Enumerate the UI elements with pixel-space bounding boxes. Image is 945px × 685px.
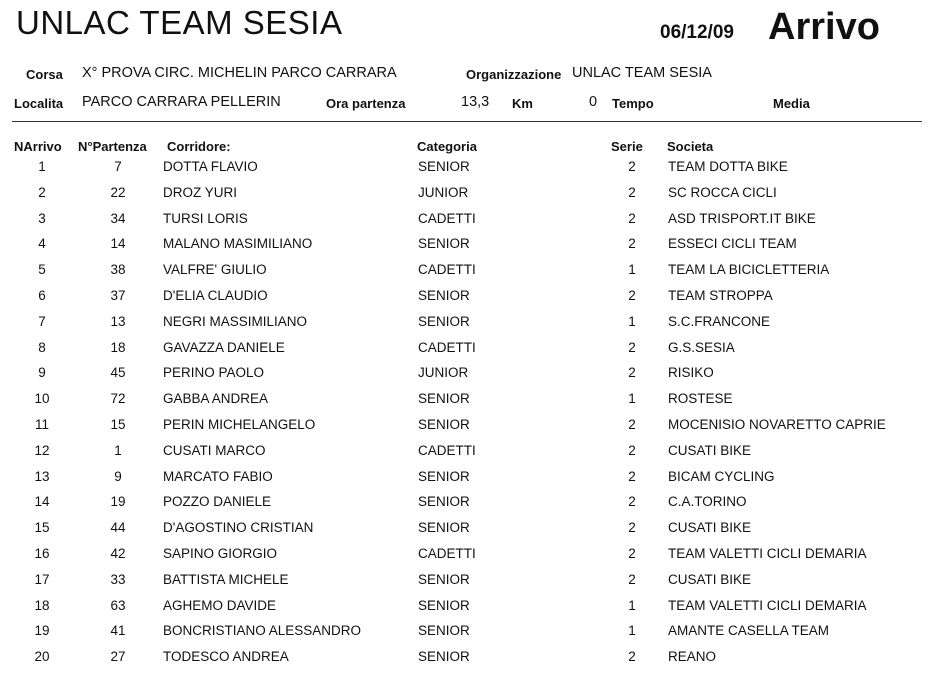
serie-cell: 2 <box>628 287 636 303</box>
table-row <box>0 183 945 209</box>
col-header-serie: Serie <box>611 139 643 154</box>
corridore-cell: DOTTA FLAVIO <box>163 159 258 174</box>
localita-value: PARCO CARRARA PELLERIN <box>82 94 281 110</box>
partenza-cell: 19 <box>110 494 126 510</box>
arrivo-cell: 7 <box>38 313 46 329</box>
arrivo-cell: 1 <box>38 159 46 174</box>
arrivo-cell: 6 <box>38 287 46 303</box>
serie-cell: 2 <box>628 649 636 665</box>
partenza-cell: 63 <box>110 597 126 613</box>
categoria-cell: JUNIOR <box>418 365 469 381</box>
table-row <box>0 312 945 338</box>
corridore-cell: GAVAZZA DANIELE <box>163 339 285 355</box>
categoria-cell: SENIOR <box>418 287 470 303</box>
col-header-corridore: Corridore: <box>167 139 231 154</box>
table-row <box>0 286 945 312</box>
localita-label: Localita <box>14 96 64 111</box>
corridore-cell: BONCRISTIANO ALESSANDRO <box>163 623 362 639</box>
table-row <box>0 467 945 493</box>
table-row <box>0 363 945 389</box>
societa-cell: TEAM VALETTI CICLI DEMARIA <box>668 545 867 561</box>
partenza-cell: 14 <box>110 236 126 252</box>
societa-cell: CUSATI BIKE <box>668 520 752 536</box>
serie-cell: 1 <box>628 623 636 639</box>
km-label: Km <box>512 96 533 111</box>
serie-cell: 1 <box>628 391 636 407</box>
arrivo-cell: 16 <box>34 545 50 561</box>
societa-cell: MOCENISIO NOVARETTO CAPRIE <box>668 416 886 432</box>
partenza-cell: 41 <box>110 623 126 639</box>
corsa-value: X° PROVA CIRC. MICHELIN PARCO CARRARA <box>82 65 397 81</box>
categoria-cell: SENIOR <box>418 571 470 587</box>
partenza-cell: 42 <box>110 545 126 561</box>
categoria-cell: CADETTI <box>418 545 476 561</box>
corridore-cell: PERINO PAOLO <box>163 365 265 381</box>
col-header-categoria: Categoria <box>417 139 477 154</box>
societa-cell: TEAM VALETTI CICLI DEMARIA <box>668 597 867 613</box>
societa-cell: AMANTE CASELLA TEAM <box>668 623 830 639</box>
categoria-cell: SENIOR <box>418 416 470 432</box>
partenza-cell: 7 <box>114 159 122 174</box>
table-row <box>0 234 945 260</box>
arrivo-cell: 2 <box>38 184 46 200</box>
partenza-cell: 22 <box>110 184 126 200</box>
col-header-arrivo: NArrivo <box>14 139 62 154</box>
serie-cell: 2 <box>628 210 636 226</box>
societa-cell: RISIKO <box>668 365 714 381</box>
categoria-cell: SENIOR <box>418 313 470 329</box>
societa-cell: S.C.FRANCONE <box>668 313 771 329</box>
partenza-cell: 34 <box>110 210 126 226</box>
arrivo-cell: 20 <box>34 649 50 665</box>
ora-partenza-label: Ora partenza <box>326 96 406 111</box>
categoria-cell: SENIOR <box>418 597 470 613</box>
serie-cell: 2 <box>628 442 636 458</box>
societa-cell: G.S.SESIA <box>668 339 735 355</box>
partenza-cell: 44 <box>110 520 126 536</box>
categoria-cell: SENIOR <box>418 159 470 174</box>
partenza-cell: 1 <box>114 442 122 458</box>
table-row <box>0 389 945 415</box>
table-row <box>0 415 945 441</box>
categoria-cell: JUNIOR <box>418 184 469 200</box>
table-row <box>0 570 945 596</box>
km-value: 13,3 <box>461 94 490 110</box>
societa-cell: REANO <box>668 649 717 665</box>
results-table <box>0 157 945 673</box>
corridore-cell: PERIN MICHELANGELO <box>163 416 316 432</box>
categoria-cell: SENIOR <box>418 520 470 536</box>
serie-cell: 2 <box>628 416 636 432</box>
partenza-cell: 38 <box>110 262 126 278</box>
arrivo-cell: 9 <box>38 365 46 381</box>
table-row <box>0 157 945 183</box>
categoria-cell: CADETTI <box>418 339 476 355</box>
partenza-cell: 72 <box>110 391 126 407</box>
societa-cell: CUSATI BIKE <box>668 571 752 587</box>
societa-cell: C.A.TORINO <box>668 494 747 510</box>
serie-cell: 1 <box>628 313 636 329</box>
organizzazione-value: UNLAC TEAM SESIA <box>572 65 712 81</box>
corridore-cell: TODESCO ANDREA <box>163 649 289 665</box>
corridore-cell: BATTISTA MICHELE <box>163 571 289 587</box>
organizzazione-label: Organizzazione <box>466 67 562 82</box>
partenza-cell: 15 <box>110 416 126 432</box>
arrivo-cell: 14 <box>34 494 50 510</box>
page-title: UNLAC TEAM SESIA <box>16 4 343 41</box>
partenza-cell: 18 <box>110 339 126 355</box>
corridore-cell: D'ELIA CLAUDIO <box>163 287 268 303</box>
corridore-cell: AGHEMO DAVIDE <box>163 597 277 613</box>
categoria-cell: CADETTI <box>418 210 476 226</box>
serie-cell: 2 <box>628 339 636 355</box>
societa-cell: ASD TRISPORT.IT BIKE <box>668 210 816 226</box>
arrivo-cell: 13 <box>34 468 50 484</box>
table-row <box>0 209 945 235</box>
serie-cell: 2 <box>628 545 636 561</box>
arrivo-cell: 10 <box>34 391 50 407</box>
arrivo-cell: 4 <box>38 236 46 252</box>
serie-cell: 2 <box>628 184 636 200</box>
arrivo-heading: Arrivo <box>768 6 880 48</box>
arrivo-cell: 5 <box>38 262 46 278</box>
serie-cell: 1 <box>628 262 636 278</box>
table-row <box>0 492 945 518</box>
partenza-cell: 27 <box>110 649 126 665</box>
societa-cell: TEAM DOTTA BIKE <box>668 159 788 174</box>
corridore-cell: SAPINO GIORGIO <box>163 545 278 561</box>
arrivo-cell: 15 <box>34 520 50 536</box>
table-row <box>0 544 945 570</box>
serie-cell: 2 <box>628 236 636 252</box>
arrivo-cell: 19 <box>34 623 50 639</box>
serie-cell: 2 <box>628 494 636 510</box>
serie-cell: 2 <box>628 468 636 484</box>
arrivo-cell: 17 <box>34 571 50 587</box>
arrivo-cell: 11 <box>34 416 49 432</box>
societa-cell: SC ROCCA CICLI <box>668 184 777 200</box>
table-row <box>0 621 945 647</box>
corridore-cell: CUSATI MARCO <box>163 442 266 458</box>
tempo-value: 0 <box>589 94 598 110</box>
table-row <box>0 260 945 286</box>
race-date: 06/12/09 <box>660 22 734 43</box>
header-divider <box>12 121 922 122</box>
partenza-cell: 45 <box>110 365 126 381</box>
corridore-cell: GABBA ANDREA <box>163 391 269 407</box>
table-row <box>0 647 945 673</box>
table-row <box>0 441 945 467</box>
partenza-cell: 9 <box>114 468 122 484</box>
societa-cell: ESSECI CICLI TEAM <box>668 236 797 252</box>
societa-cell: ROSTESE <box>668 391 733 407</box>
corridore-cell: MARCATO FABIO <box>163 468 273 484</box>
col-header-societa: Societa <box>667 139 714 154</box>
categoria-cell: CADETTI <box>418 262 476 278</box>
arrivo-cell: 8 <box>38 339 46 355</box>
corsa-label: Corsa <box>26 67 63 82</box>
partenza-cell: 13 <box>110 313 126 329</box>
serie-cell: 2 <box>628 571 636 587</box>
corridore-cell: NEGRI MASSIMILIANO <box>163 313 308 329</box>
partenza-cell: 33 <box>110 571 126 587</box>
societa-cell: BICAM CYCLING <box>668 468 775 484</box>
societa-cell: TEAM STROPPA <box>668 287 773 303</box>
arrivo-cell: 3 <box>38 210 46 226</box>
categoria-cell: CADETTI <box>418 442 476 458</box>
categoria-cell: SENIOR <box>418 468 470 484</box>
col-header-partenza: N°Partenza <box>78 139 147 154</box>
table-row <box>0 518 945 544</box>
media-label: Media <box>773 96 810 111</box>
categoria-cell: SENIOR <box>418 623 470 639</box>
categoria-cell: SENIOR <box>418 494 470 510</box>
serie-cell: 2 <box>628 520 636 536</box>
societa-cell: CUSATI BIKE <box>668 442 752 458</box>
corridore-cell: POZZO DANIELE <box>163 494 272 510</box>
table-row <box>0 596 945 622</box>
partenza-cell: 37 <box>110 287 126 303</box>
arrivo-cell: 12 <box>34 442 50 458</box>
serie-cell: 2 <box>628 365 636 381</box>
categoria-cell: SENIOR <box>418 649 470 665</box>
categoria-cell: SENIOR <box>418 236 470 252</box>
table-row <box>0 338 945 364</box>
categoria-cell: SENIOR <box>418 391 470 407</box>
tempo-label: Tempo <box>612 96 654 111</box>
serie-cell: 2 <box>628 159 636 174</box>
corridore-cell: VALFRE' GIULIO <box>163 262 267 278</box>
corridore-cell: TURSI LORIS <box>163 210 248 226</box>
arrivo-cell: 18 <box>34 597 50 613</box>
corridore-cell: D'AGOSTINO CRISTIAN <box>163 520 314 536</box>
corridore-cell: DROZ YURI <box>163 184 238 200</box>
corridore-cell: MALANO MASIMILIANO <box>163 236 313 252</box>
societa-cell: TEAM LA BICICLETTERIA <box>668 262 830 278</box>
serie-cell: 1 <box>628 597 636 613</box>
